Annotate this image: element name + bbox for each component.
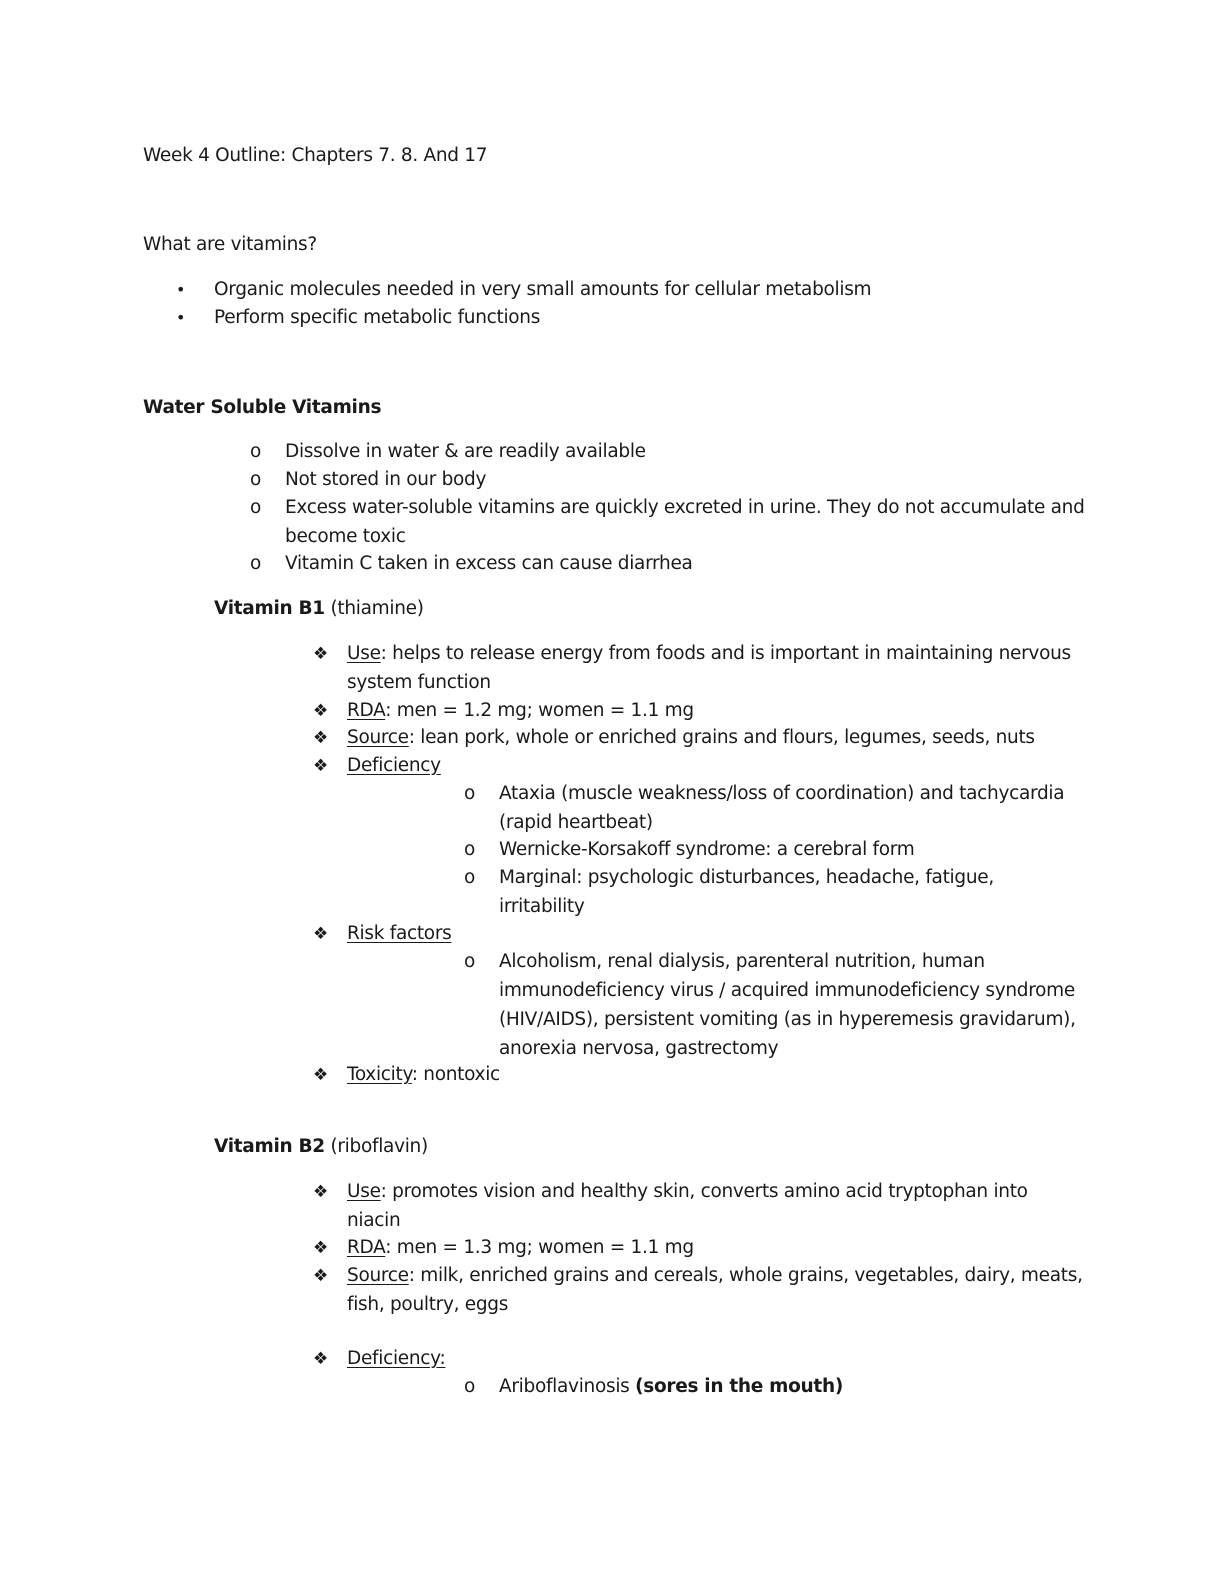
source-text: : milk, enriched grains and cereals, whole grains, vegetables, dairy, meats, <box>408 1265 1083 1286</box>
risk-item-continuation: immunodeficiency virus / acquired immunodeficiency syndrome <box>499 980 1075 1001</box>
deficiency-item: Marginal: psychologic disturbances, headache, fatigue, <box>499 867 994 888</box>
b1-deficiency-label: Deficiency <box>347 755 441 776</box>
b2-source-continuation: fish, poultry, eggs <box>347 1294 509 1315</box>
rda-label: RDA <box>347 700 386 721</box>
use-label: Use <box>347 1181 381 1202</box>
diamond-marker: ❖ <box>313 1349 328 1369</box>
toxicity-text: : nontoxic <box>411 1064 500 1085</box>
intro-bullet: Organic molecules needed in very small amounts for cellular metabolism <box>214 279 872 300</box>
diamond-marker: ❖ <box>313 1065 328 1085</box>
deficiency-text: Ariboflavinosis <box>499 1376 636 1397</box>
rda-text: : men = 1.2 mg; women = 1.1 mg <box>385 700 694 721</box>
b2-use-continuation: niacin <box>347 1210 401 1231</box>
list-item: Dissolve in water & are readily available <box>285 441 646 462</box>
b1-rda <box>347 697 694 725</box>
deficiency-item: Wernicke-Korsakoff syndrome: a cerebral form <box>499 839 915 860</box>
circle-marker: o <box>464 951 476 972</box>
circle-marker: o <box>464 783 476 804</box>
diamond-marker: ❖ <box>313 701 328 721</box>
deficiency-emphasis: (sores in the mouth) <box>635 1376 843 1397</box>
b1-use-continuation: system function <box>347 672 491 693</box>
deficiency-item: Ataxia (muscle weakness/loss of coordination) and tachycardia <box>499 783 1065 804</box>
list-item-continuation: become toxic <box>285 526 406 547</box>
risk-item-continuation: (HIV/AIDS), persistent vomiting (as in hyperemesis gravidarum), <box>499 1009 1076 1030</box>
use-text: : promotes vision and healthy skin, converts amino acid tryptophan into <box>380 1181 1028 1202</box>
rda-label: RDA <box>347 1237 386 1258</box>
list-item: Excess water-soluble vitamins are quickly excreted in urine. They do not accumulate and <box>285 497 1085 518</box>
b1-use <box>347 640 1071 668</box>
source-label: Source <box>347 727 409 748</box>
risk-item: Alcoholism, renal dialysis, parenteral nutrition, human <box>499 951 985 972</box>
list-item: Not stored in our body <box>285 469 487 490</box>
deficiency-item-continuation: irritability <box>499 896 585 917</box>
diamond-marker: ❖ <box>313 756 328 776</box>
b2-deficiency-item <box>499 1373 843 1401</box>
risk-item-continuation: anorexia nervosa, gastrectomy <box>499 1038 779 1059</box>
use-label: Use <box>347 643 381 664</box>
b2-deficiency-label: Deficiency: <box>347 1348 446 1369</box>
vitamin-name: Vitamin B2 <box>214 1136 325 1157</box>
circle-marker: o <box>250 469 262 490</box>
bullet-marker: • <box>176 280 186 299</box>
vitamin-name: Vitamin B1 <box>214 598 325 619</box>
list-item: Vitamin C taken in excess can cause diarrhea <box>285 553 693 574</box>
circle-marker: o <box>464 1376 476 1397</box>
b1-toxicity <box>347 1061 500 1089</box>
b2-rda <box>347 1234 694 1262</box>
b2-source <box>347 1262 1083 1290</box>
diamond-marker: ❖ <box>313 924 328 944</box>
vitamin-b2-heading <box>214 1133 428 1161</box>
b1-risk-label: Risk factors <box>347 923 452 944</box>
diamond-marker: ❖ <box>313 644 328 664</box>
intro-bullet: Perform specific metabolic functions <box>214 307 541 328</box>
circle-marker: o <box>464 867 476 888</box>
toxicity-label: Toxicity <box>347 1064 412 1085</box>
diamond-marker: ❖ <box>313 1266 328 1286</box>
vitamin-alt-name: (thiamine) <box>324 598 424 619</box>
use-text: : helps to release energy from foods and is important in maintaining nervous <box>380 643 1071 664</box>
source-label: Source <box>347 1265 409 1286</box>
b2-use <box>347 1178 1028 1206</box>
vitamin-alt-name: (riboflavin) <box>324 1136 428 1157</box>
intro-heading: What are vitamins? <box>143 234 317 255</box>
source-text: : lean pork, whole or enriched grains and flours, legumes, seeds, nuts <box>408 727 1035 748</box>
circle-marker: o <box>250 553 262 574</box>
document-title: Week 4 Outline: Chapters 7. 8. And 17 <box>143 145 488 166</box>
b1-source <box>347 724 1035 752</box>
vitamin-b1-heading <box>214 595 424 623</box>
diamond-marker: ❖ <box>313 1238 328 1258</box>
diamond-marker: ❖ <box>313 1182 328 1202</box>
diamond-marker: ❖ <box>313 728 328 748</box>
rda-text: : men = 1.3 mg; women = 1.1 mg <box>385 1237 694 1258</box>
deficiency-item-continuation: (rapid heartbeat) <box>499 812 653 833</box>
section-heading: Water Soluble Vitamins <box>143 397 382 418</box>
circle-marker: o <box>250 497 262 518</box>
circle-marker: o <box>250 441 262 462</box>
bullet-marker: • <box>176 308 186 327</box>
circle-marker: o <box>464 839 476 860</box>
